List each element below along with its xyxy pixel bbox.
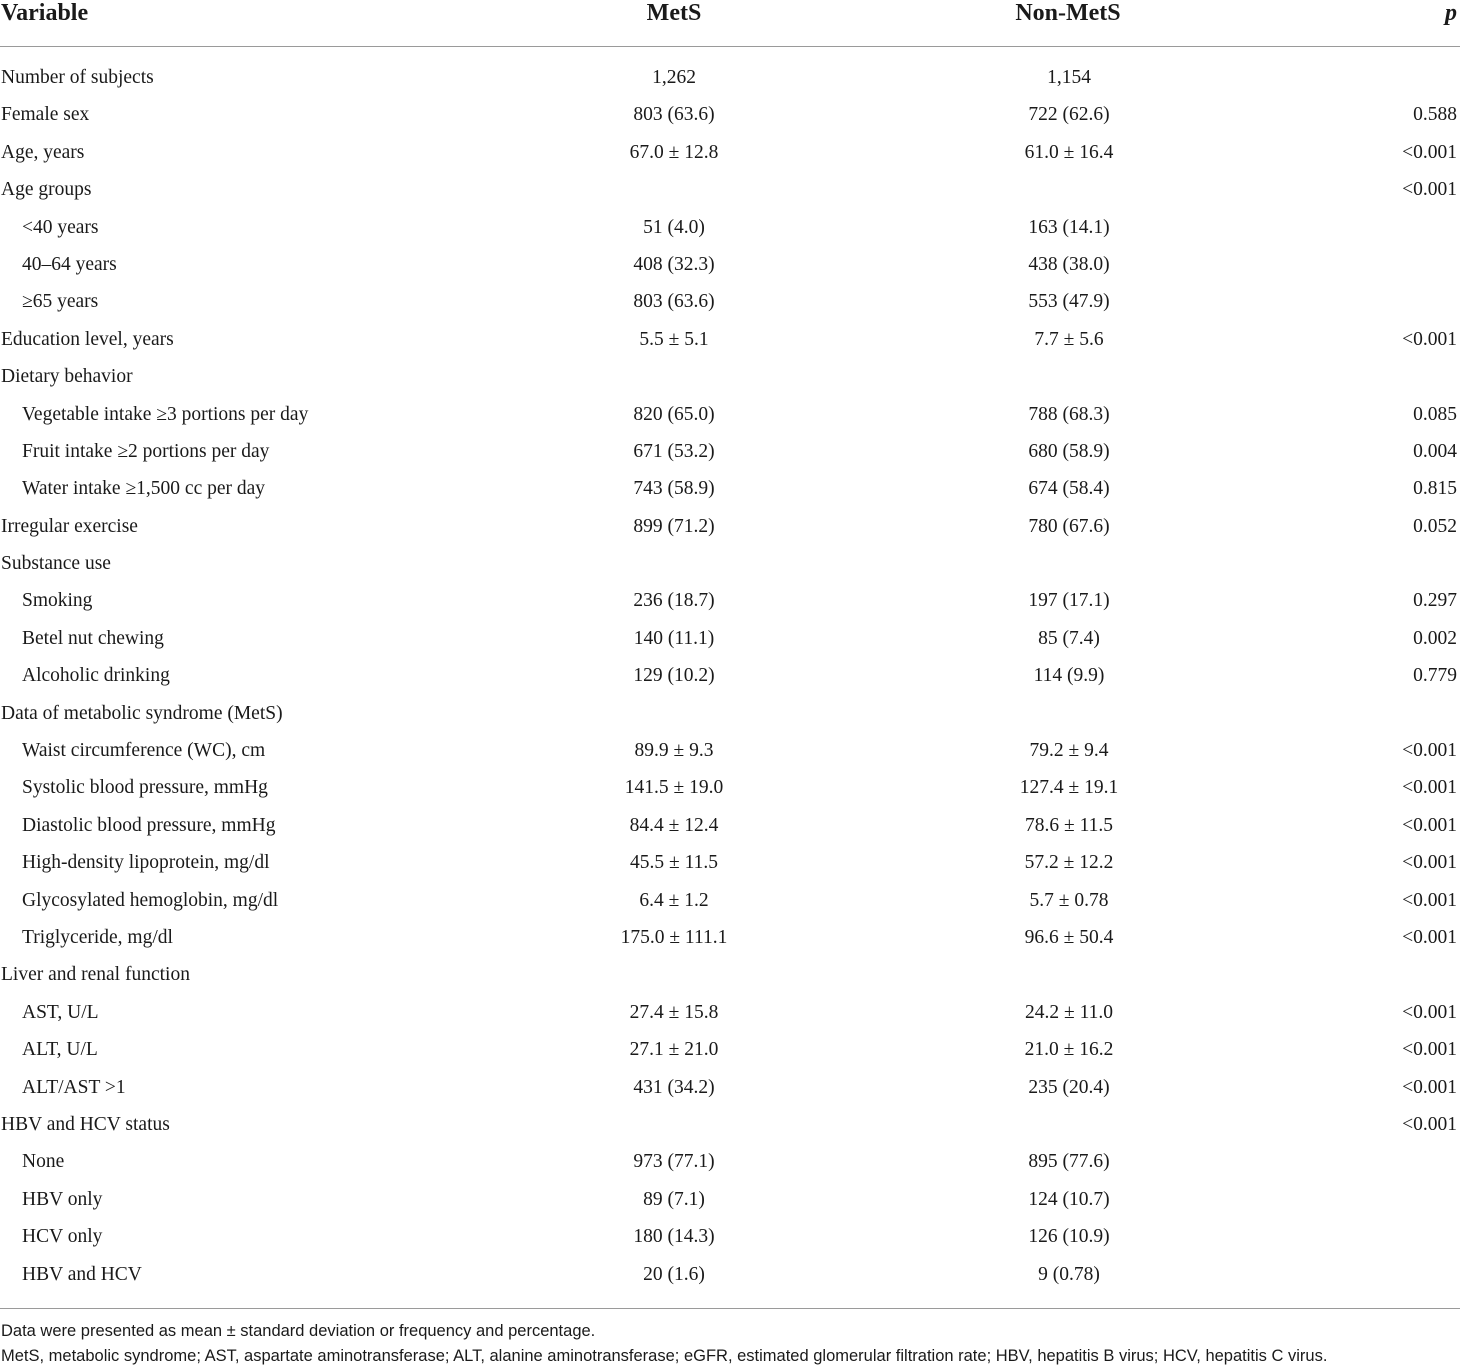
- row-mets-value: 236 (18.7): [633, 590, 715, 612]
- row-mets-value: 5.5 ± 5.1: [639, 328, 709, 350]
- table-row: [0, 919, 1460, 956]
- row-mets-value: 89.9 ± 9.3: [634, 740, 714, 762]
- row-mets-value: 899 (71.2): [633, 515, 715, 537]
- row-mets-value: 973 (77.1): [633, 1151, 715, 1173]
- row-label: Dietary behavior: [1, 366, 133, 388]
- row-p-value: <0.001: [1402, 1113, 1457, 1135]
- row-non-mets-value: 124 (10.7): [1028, 1188, 1110, 1210]
- header-mets: MetS: [646, 0, 702, 26]
- row-label: Education level, years: [1, 328, 174, 350]
- row-mets-value: 89 (7.1): [643, 1188, 705, 1210]
- row-label: High-density lipoprotein, mg/dl: [22, 852, 270, 874]
- row-non-mets-value: 197 (17.1): [1028, 590, 1110, 612]
- row-non-mets-value: 78.6 ± 11.5: [1025, 814, 1113, 836]
- row-label: Glycosylated hemoglobin, mg/dl: [22, 889, 279, 911]
- table-row: [0, 1256, 1460, 1293]
- table-row: [0, 283, 1460, 320]
- row-non-mets-value: 780 (67.6): [1028, 515, 1110, 537]
- row-mets-value: 803 (63.6): [633, 291, 715, 313]
- table-row: [0, 882, 1460, 919]
- row-label: <40 years: [22, 216, 99, 238]
- row-label: Smoking: [22, 590, 93, 612]
- header-p-value: p: [1445, 0, 1457, 26]
- header-non-mets: Non-MetS: [1015, 0, 1121, 26]
- row-p-value: 0.297: [1413, 590, 1457, 612]
- footnote-stats: Data were presented as mean ± standard deviation or frequency and percentage.: [1, 1322, 596, 1340]
- row-label: Female sex: [1, 104, 90, 126]
- row-mets-value: 45.5 ± 11.5: [630, 852, 718, 874]
- row-non-mets-value: 438 (38.0): [1028, 253, 1110, 275]
- row-mets-value: 431 (34.2): [633, 1076, 715, 1098]
- table-row: [0, 844, 1460, 881]
- row-p-value: 0.085: [1413, 403, 1457, 425]
- row-label: Fruit intake ≥2 portions per day: [22, 440, 270, 462]
- row-label: Age, years: [1, 141, 85, 163]
- table-bottom-divider: [0, 1308, 1460, 1309]
- row-mets-value: 1,262: [652, 67, 696, 88]
- table-row: [0, 620, 1460, 657]
- row-label: Alcoholic drinking: [22, 665, 170, 687]
- row-label: ALT/AST >1: [22, 1076, 126, 1098]
- row-mets-value: 140 (11.1): [633, 627, 715, 649]
- table-row: [0, 1031, 1460, 1068]
- row-non-mets-value: 126 (10.9): [1028, 1226, 1110, 1248]
- row-non-mets-value: 680 (58.9): [1028, 440, 1110, 462]
- row-non-mets-value: 674 (58.4): [1028, 478, 1110, 500]
- row-mets-value: 27.1 ± 21.0: [629, 1039, 719, 1061]
- row-label: ALT, U/L: [22, 1039, 98, 1061]
- row-label: ≥65 years: [22, 291, 99, 313]
- row-label: Betel nut chewing: [22, 627, 164, 649]
- footnote-abbreviations: MetS, metabolic syndrome; AST, aspartate aminotransferase; ALT, alanine aminotransferase; eGFR, estimated glomerular filtration rate; HBV, hepatitis B virus; HCV, hepatitis C virus.: [1, 1347, 1328, 1365]
- table-row: [0, 732, 1460, 769]
- row-mets-value: 743 (58.9): [633, 478, 715, 500]
- header-divider: [0, 46, 1460, 47]
- row-mets-value: 84.4 ± 12.4: [629, 814, 719, 836]
- row-p-value: <0.001: [1402, 852, 1457, 874]
- table-row: [0, 433, 1460, 470]
- row-non-mets-value: 21.0 ± 16.2: [1024, 1039, 1114, 1061]
- row-p-value: <0.001: [1402, 777, 1457, 799]
- row-p-value: <0.001: [1402, 179, 1457, 201]
- table-row: [0, 657, 1460, 694]
- row-mets-value: 20 (1.6): [643, 1263, 705, 1285]
- row-p-value: 0.002: [1413, 627, 1457, 649]
- row-non-mets-value: 85 (7.4): [1038, 627, 1100, 649]
- row-non-mets-value: 722 (62.6): [1028, 104, 1110, 126]
- table-row: [0, 1069, 1460, 1106]
- table-row: [0, 769, 1460, 806]
- row-mets-value: 129 (10.2): [633, 665, 715, 687]
- row-label: Age groups: [1, 179, 92, 201]
- row-label: Systolic blood pressure, mmHg: [22, 777, 268, 799]
- table-row: [0, 246, 1460, 283]
- table-row: [0, 209, 1460, 246]
- row-non-mets-value: 788 (68.3): [1028, 403, 1110, 425]
- row-non-mets-value: 235 (20.4): [1028, 1076, 1110, 1098]
- row-p-value: <0.001: [1402, 926, 1457, 948]
- row-label: Triglyceride, mg/dl: [22, 926, 173, 948]
- table-row: [0, 582, 1460, 619]
- row-p-value: 0.052: [1413, 515, 1457, 537]
- row-non-mets-value: 114 (9.9): [1033, 665, 1105, 687]
- row-label: AST, U/L: [22, 1001, 99, 1023]
- row-label: HCV only: [22, 1226, 103, 1248]
- row-mets-value: 67.0 ± 12.8: [629, 141, 719, 163]
- table-row: [0, 956, 1460, 993]
- row-p-value: <0.001: [1402, 740, 1457, 762]
- row-non-mets-value: 127.4 ± 19.1: [1019, 777, 1119, 799]
- table-row: [0, 134, 1460, 171]
- row-mets-value: 27.4 ± 15.8: [629, 1001, 719, 1023]
- row-non-mets-value: 7.7 ± 5.6: [1034, 328, 1104, 350]
- table-row: [0, 508, 1460, 545]
- row-mets-value: 180 (14.3): [633, 1226, 715, 1248]
- row-non-mets-value: 9 (0.78): [1038, 1263, 1100, 1285]
- row-p-value: <0.001: [1402, 141, 1457, 163]
- row-non-mets-value: 553 (47.9): [1028, 291, 1110, 313]
- row-mets-value: 175.0 ± 111.1: [620, 926, 728, 948]
- table-row: [0, 994, 1460, 1031]
- table-header: [0, 0, 1460, 46]
- row-p-value: <0.001: [1402, 1076, 1457, 1098]
- row-label: Vegetable intake ≥3 portions per day: [22, 403, 309, 425]
- table-row: [0, 1218, 1460, 1255]
- header-variable: Variable: [1, 0, 89, 26]
- table-row: [0, 545, 1460, 582]
- row-p-value: <0.001: [1402, 328, 1457, 350]
- row-p-value: <0.001: [1402, 1001, 1457, 1023]
- row-non-mets-value: 163 (14.1): [1028, 216, 1110, 238]
- table-row: [0, 321, 1460, 358]
- row-non-mets-value: 24.2 ± 11.0: [1025, 1001, 1113, 1023]
- row-p-value: 0.779: [1413, 665, 1457, 687]
- row-label: HBV only: [22, 1188, 103, 1210]
- row-non-mets-value: 96.6 ± 50.4: [1024, 926, 1114, 948]
- row-mets-value: 820 (65.0): [633, 403, 715, 425]
- row-label: Substance use: [1, 553, 111, 575]
- row-p-value: <0.001: [1402, 814, 1457, 836]
- row-non-mets-value: 61.0 ± 16.4: [1024, 141, 1114, 163]
- row-non-mets-value: 1,154: [1047, 67, 1091, 88]
- table-row: [0, 807, 1460, 844]
- row-p-value: 0.815: [1413, 478, 1457, 500]
- row-mets-value: 671 (53.2): [633, 440, 715, 462]
- row-non-mets-value: 895 (77.6): [1028, 1151, 1110, 1173]
- table-row: [0, 1143, 1460, 1180]
- table-row: [0, 1181, 1460, 1218]
- row-label: Waist circumference (WC), cm: [22, 740, 266, 762]
- row-p-value: <0.001: [1402, 889, 1457, 911]
- row-label: Diastolic blood pressure, mmHg: [22, 814, 276, 836]
- row-mets-value: 51 (4.0): [643, 216, 705, 238]
- table-row: [0, 59, 1460, 96]
- row-p-value: 0.004: [1413, 440, 1457, 462]
- row-p-value: 0.588: [1413, 104, 1457, 126]
- table-row: [0, 96, 1460, 133]
- table-row: [0, 171, 1460, 208]
- table-body: [0, 59, 1460, 1293]
- row-label: Number of subjects: [1, 67, 154, 88]
- table-row: [0, 1106, 1460, 1143]
- row-label: Irregular exercise: [1, 515, 138, 537]
- row-non-mets-value: 79.2 ± 9.4: [1029, 740, 1109, 762]
- table-row: [0, 695, 1460, 732]
- row-label: Liver and renal function: [1, 964, 190, 986]
- row-mets-value: 803 (63.6): [633, 104, 715, 126]
- row-label: HBV and HCV status: [1, 1113, 170, 1135]
- row-non-mets-value: 57.2 ± 12.2: [1024, 852, 1114, 874]
- row-label: Data of metabolic syndrome (MetS): [1, 702, 283, 724]
- table-row: [0, 396, 1460, 433]
- row-label: None: [22, 1151, 65, 1173]
- row-mets-value: 6.4 ± 1.2: [639, 889, 709, 911]
- row-p-value: <0.001: [1402, 1039, 1457, 1061]
- row-label: HBV and HCV: [22, 1263, 142, 1285]
- row-label: Water intake ≥1,500 cc per day: [22, 478, 266, 500]
- row-non-mets-value: 5.7 ± 0.78: [1029, 889, 1109, 911]
- table-row: [0, 358, 1460, 395]
- table-row: [0, 470, 1460, 507]
- row-mets-value: 141.5 ± 19.0: [624, 777, 724, 799]
- row-mets-value: 408 (32.3): [633, 253, 715, 275]
- row-label: 40–64 years: [22, 253, 117, 275]
